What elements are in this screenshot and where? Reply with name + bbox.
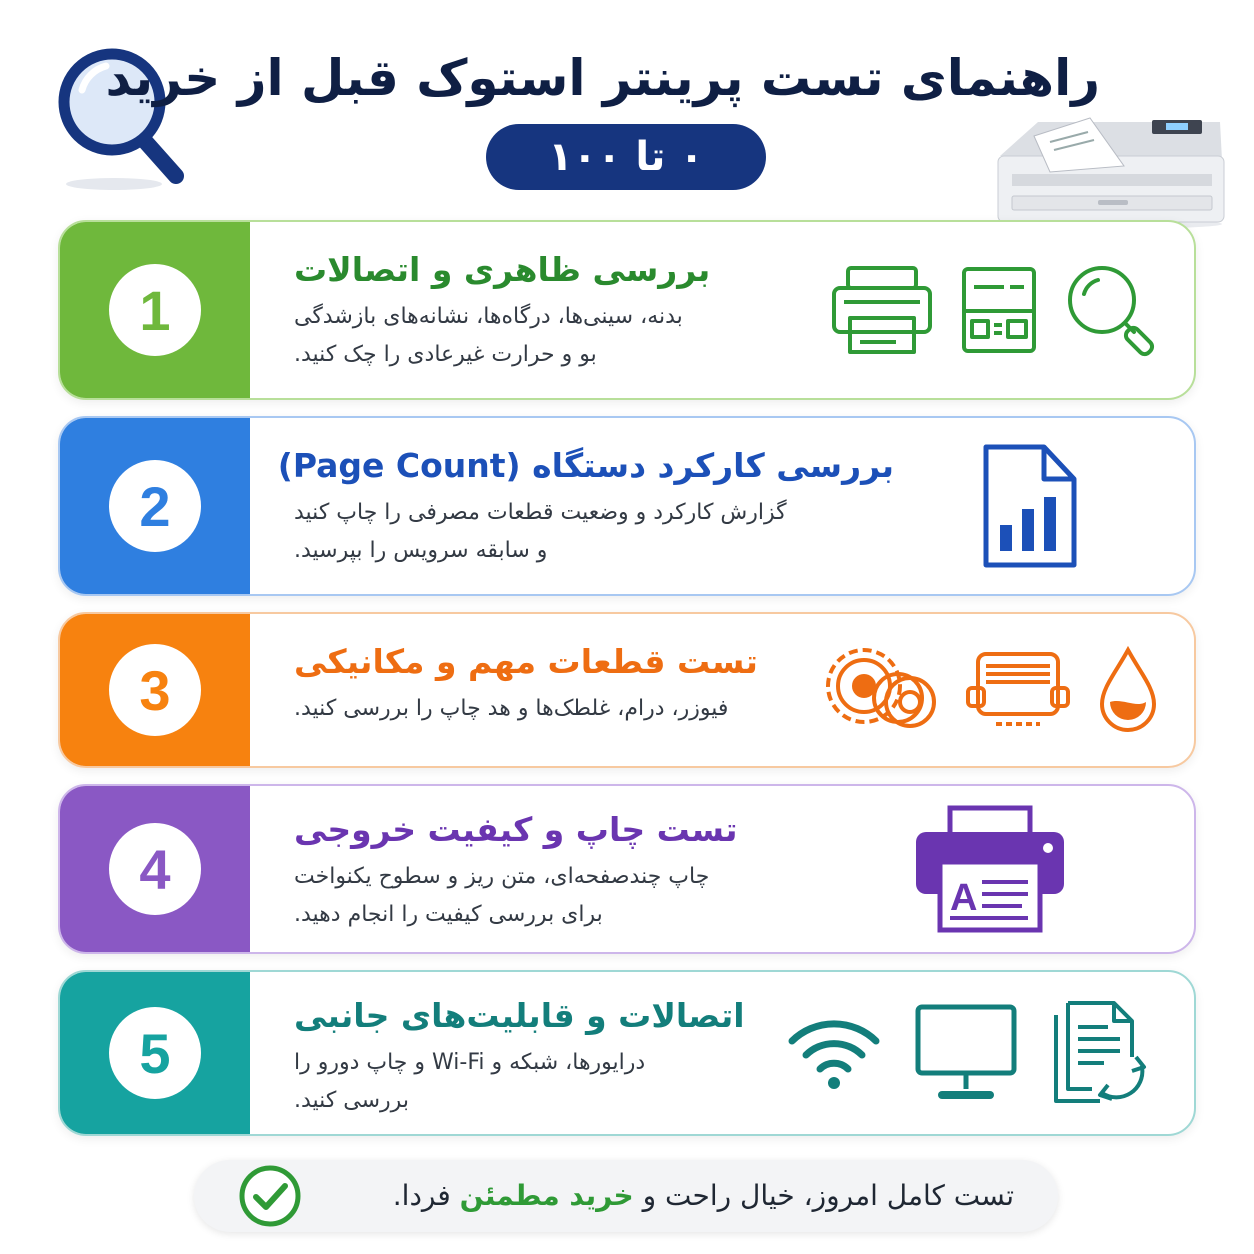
- step-description-line: چاپ چندصفحه‌ای، متن ریز و سطوح یکنواخت: [294, 864, 710, 889]
- wifi-icon: [788, 1015, 880, 1091]
- printer-icon: [830, 262, 934, 358]
- step-number: 5: [109, 1007, 201, 1099]
- footer-text-after: فردا.: [392, 1179, 460, 1212]
- step-icons: [980, 418, 1080, 594]
- step-number-block: [60, 418, 250, 594]
- step-text: [277, 440, 894, 570]
- step-number: 1: [109, 264, 201, 356]
- step-icons: [788, 972, 1152, 1134]
- step-text: [294, 244, 894, 374]
- step-description-line: فیوزر، درام، غلطک‌ها و هد چاپ را بررسی کنید.: [294, 696, 729, 721]
- step-description: [294, 690, 894, 728]
- step-number-block: [60, 786, 250, 952]
- step-icons: [914, 786, 1066, 952]
- step-number-block: [60, 972, 250, 1134]
- svg-text:A: A: [950, 877, 978, 919]
- report-document-icon: [980, 441, 1080, 571]
- step-card-1: [58, 220, 1196, 400]
- step-card-4: [58, 784, 1196, 954]
- step-title: بررسی ظاهری و اتصالات: [294, 250, 711, 289]
- step-card-3: [58, 612, 1196, 768]
- step-number: 3: [109, 644, 201, 736]
- step-description: [294, 298, 894, 374]
- ink-drop-icon: [1096, 644, 1160, 736]
- magnifier-icon: [1064, 262, 1160, 358]
- step-card-2: [58, 416, 1196, 596]
- monitor-icon: [914, 1003, 1018, 1103]
- roller-icon: [966, 648, 1070, 732]
- step-description-line: بررسی کنید.: [294, 1088, 409, 1113]
- footer-highlight: خرید مطمئن: [459, 1179, 634, 1212]
- step-description: [294, 858, 894, 934]
- step-title: تست چاپ و کیفیت خروجی: [294, 810, 738, 849]
- step-description-line: درایورها، شبکه و Wi-Fi و چاپ دورو را: [294, 1050, 646, 1075]
- print-output-icon: [914, 804, 1066, 934]
- step-description-line: بدنه، سینی‌ها، درگاه‌ها، نشانه‌های بازشدگی: [294, 304, 683, 329]
- duplex-document-icon: [1052, 997, 1152, 1109]
- printer-image: [990, 100, 1230, 230]
- step-description: [294, 494, 894, 570]
- step-card-5: [58, 970, 1196, 1136]
- step-text: [294, 804, 894, 934]
- check-circle-icon: [238, 1164, 302, 1228]
- step-description-line: برای بررسی کیفیت را انجام دهید.: [294, 902, 603, 927]
- step-number: 2: [109, 460, 201, 552]
- step-icons: [824, 614, 1160, 766]
- step-text: [294, 636, 894, 728]
- footer-text: [314, 1160, 1014, 1232]
- step-title: تست قطعات مهم و مکانیکی: [294, 642, 758, 681]
- step-description-line: گزارش کارکرد و وضعیت قطعات مصرفی را چاپ کنید: [294, 500, 787, 525]
- step-description-line: و سابقه سرویس را بپرسید.: [294, 538, 548, 563]
- step-number: 4: [109, 823, 201, 915]
- step-number-block: [60, 222, 250, 398]
- footer-text-before: تست کامل امروز، خیال راحت و: [633, 1179, 1014, 1212]
- step-number-block: [60, 614, 250, 766]
- step-description-line: بو و حرارت غیرعادی را چک کنید.: [294, 342, 597, 367]
- page-title: راهنمای تست پرینتر استوک قبل از خرید: [105, 49, 1100, 107]
- step-icons: [830, 222, 1160, 398]
- step-title: اتصالات و قابلیت‌های جانبی: [294, 996, 745, 1035]
- ports-icon: [960, 265, 1038, 355]
- footer-banner: [194, 1160, 1058, 1232]
- gears-icon: [824, 640, 940, 740]
- score-range-badge: ۰ تا ۱۰۰: [486, 124, 766, 190]
- step-title: بررسی کارکرد دستگاه (Page Count): [277, 446, 894, 485]
